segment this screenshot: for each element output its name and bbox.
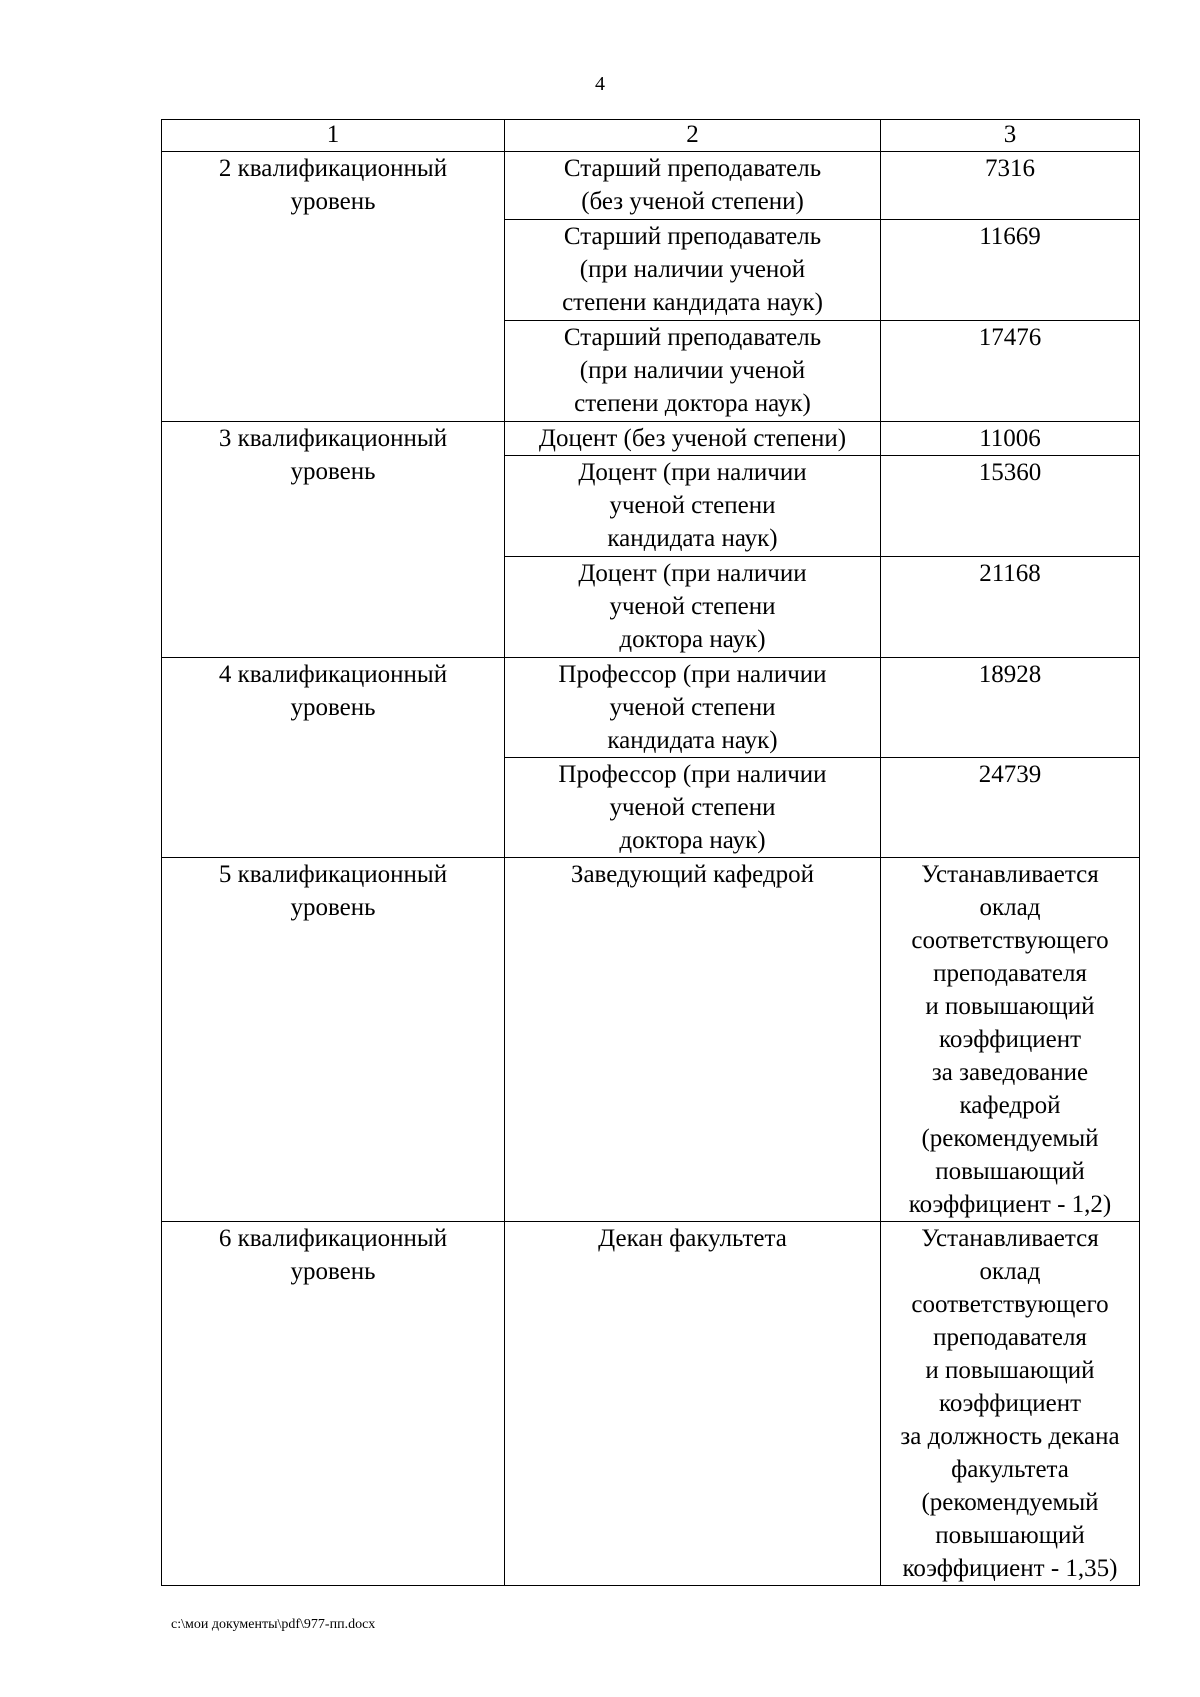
position-label: Профессор (при наличии ученой степени кандидата наук) [558, 661, 827, 754]
position-cell [505, 152, 881, 220]
salary-cell [881, 557, 1140, 658]
qualification-level-cell [162, 858, 505, 1222]
salary-cell [881, 858, 1140, 1222]
salary-table [161, 119, 1140, 1586]
column-header-1: 1 [162, 120, 505, 152]
column-header-3: 3 [881, 120, 1140, 152]
position-cell [505, 658, 881, 758]
salary-value: Устанавливается оклад соответствующего преподавателя и повышающий коэффициент за заведование кафедрой (рекомендуемый повышающий коэффициент - 1,2) [908, 861, 1112, 1218]
position-label: Заведующий кафедрой [570, 861, 815, 888]
position-cell [505, 858, 881, 1222]
table-row [162, 422, 1140, 456]
salary-value: 11006 [979, 425, 1041, 452]
qualification-level-cell [162, 1222, 505, 1586]
position-cell [505, 321, 881, 422]
position-cell [505, 422, 881, 456]
table-row [162, 1222, 1140, 1586]
salary-value: 21168 [979, 560, 1041, 587]
salary-value: 7316 [985, 155, 1035, 182]
qualification-level-cell [162, 152, 505, 422]
position-label: Старший преподаватель (при наличии ученой степени доктора наук) [563, 324, 822, 417]
salary-value: 17476 [978, 324, 1042, 351]
position-label: Старший преподаватель (при наличии ученой степени кандидата наук) [562, 223, 823, 316]
qualification-level-label: 2 квалификационный уровень [218, 155, 448, 215]
position-label: Доцент (при наличии ученой степени кандидата наук) [578, 459, 807, 552]
position-label: Доцент (без ученой степени) [538, 425, 847, 452]
qualification-level-label: 5 квалификационный уровень [218, 861, 448, 921]
salary-table-body [162, 120, 1140, 1586]
salary-cell [881, 152, 1140, 220]
footer-file-path: c:\мои документы\pdf\977-пп.docx [171, 1617, 376, 1632]
qualification-level-label: 4 квалификационный уровень [218, 661, 448, 721]
table-row [162, 858, 1140, 1222]
table-row [162, 152, 1140, 220]
position-label: Декан факультета [598, 1225, 787, 1252]
salary-cell [881, 758, 1140, 858]
salary-value: 18928 [978, 661, 1042, 688]
qualification-level-cell [162, 422, 505, 658]
salary-cell [881, 456, 1140, 557]
salary-cell [881, 220, 1140, 321]
salary-value: Устанавливается оклад соответствующего преподавателя и повышающий коэффициент за должность декана факультета (рекомендуемый повышающий коэффициент - 1,35) [900, 1225, 1120, 1582]
qualification-level-cell [162, 658, 505, 858]
salary-value: 11669 [979, 223, 1041, 250]
salary-cell [881, 1222, 1140, 1586]
position-cell [505, 758, 881, 858]
position-label: Старший преподаватель (без ученой степени) [563, 155, 822, 215]
salary-cell [881, 321, 1140, 422]
table-header-row [162, 120, 1140, 152]
position-cell [505, 1222, 881, 1586]
position-cell [505, 456, 881, 557]
position-cell [505, 557, 881, 658]
page-number: 4 [595, 73, 605, 95]
salary-cell [881, 658, 1140, 758]
position-cell [505, 220, 881, 321]
salary-value: 24739 [978, 761, 1042, 788]
salary-value: 15360 [978, 459, 1042, 486]
position-label: Профессор (при наличии ученой степени доктора наук) [558, 761, 827, 854]
qualification-level-label: 3 квалификационный уровень [218, 425, 448, 485]
qualification-level-label: 6 квалификационный уровень [218, 1225, 448, 1285]
salary-cell [881, 422, 1140, 456]
table-row [162, 658, 1140, 758]
position-label: Доцент (при наличии ученой степени доктора наук) [578, 560, 807, 653]
column-header-2: 2 [505, 120, 881, 152]
